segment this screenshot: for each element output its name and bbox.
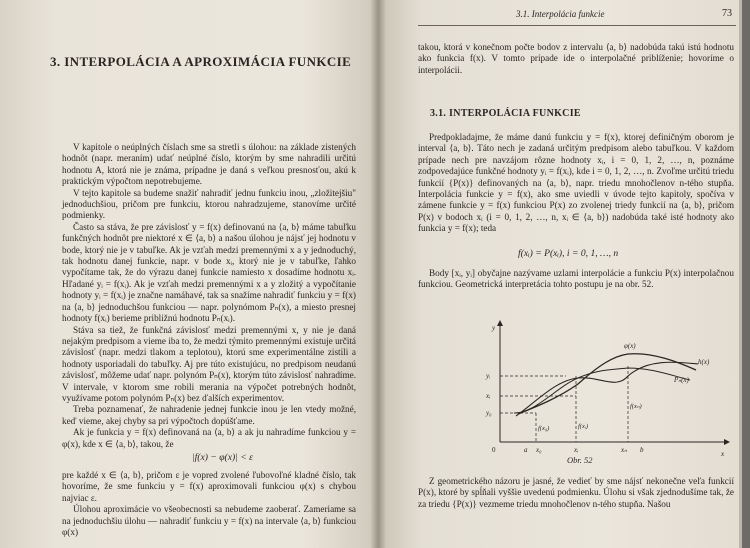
yi-label: yᵢ <box>486 372 491 380</box>
left-body-after-formula <box>62 470 356 538</box>
x-axis-label: x <box>721 450 725 458</box>
paragraph: Úlohou aproximácie vo všeobecnosti sa nebudeme zaoberať. Zameriame sa na jednoduchšiu úlohu — nahradiť funkciu y = f(x) na intervale ⟨a, b⟩ funkciou φ(x) <box>62 504 356 538</box>
f-x0-label: f(x₀) <box>538 425 550 432</box>
f-xi-label: f(xᵢ) <box>578 423 589 430</box>
page-edge <box>742 0 750 548</box>
origin-label: 0 <box>492 446 496 454</box>
paragraph: Predpokladajme, že máme danú funkciu y = f(x), ktorej definičným oborom je interval ⟨a, b⟩. Táto nech je zadaná určitým predpisom alebo tabuľkou. V každom prípade nech pre navzájom rôzne hodnoty xᵢ, i = 0, 1, 2, …, n, poznáme zodpovedajúce funkčné hodnoty yᵢ = f(xᵢ), kde i = 0, 1, 2, …, n. Zvoľme určitú triedu funkcií {P(x)} definovaných na ⟨a, b⟩, napr. triedu mnohočlenov n-tého stupňa. Interpolácia funkcie y = f(x), ako sme uviedli v úvode tejto kapitoly, spočíva v zámene funkcie y = f(x) funkciou P(x) zo zvolenej triedy funkcií na ⟨a, b⟩, pričom P(x) v bodoch xᵢ (i = 0, 1, 2, …, n, xᵢ ∈ ⟨a, b⟩) nadobúda také isté hodnoty ako funkcia y = f(x); teda <box>418 132 734 234</box>
header-rule <box>418 25 736 26</box>
h-label: h(x) <box>698 358 710 366</box>
y-axis-label: y <box>492 324 496 332</box>
right-intro <box>418 42 734 76</box>
a-label: a <box>524 446 528 454</box>
f-xn-label: f(xₙ) <box>630 403 642 410</box>
interpolation-formula: f(xᵢ) = P(xᵢ), i = 0, 1, …, n <box>518 248 619 259</box>
paragraph: Body [xᵢ, yᵢ] obyčajne nazývame uzlami interpolácie a funkciu P(x) interpolačnou funkciou. Geometrická interpretácia tohto postupu je na obr. 52. <box>418 268 734 290</box>
paragraph: V kapitole o neúplných číslach sme sa stretli s úlohou: na základe zistených hodnôt (napr. meraním) udať neúplné číslo, ktorým by sme nahradili určitú hodnotu A, ktorá nie je známa, prípadne je daná s veľkou presnosťou, akú k praktickým výpočtom nepotrebujeme. <box>62 142 356 187</box>
phi-label: φ(x) <box>624 342 636 350</box>
pn-curve <box>514 368 690 413</box>
paragraph: takou, ktorá v konečnom počte bodov z intervalu ⟨a, b⟩ nadobúda takú istú hodnotu ako funkcia f(x). V tomto prípade ide o interpolačné priblíženie; hovoríme o interpolácii. <box>418 42 734 75</box>
xn-axis-label: xₙ <box>621 446 627 454</box>
section-title: 3.1. INTERPOLÁCIA FUNKCIE <box>430 108 581 119</box>
page-number: 73 <box>722 8 732 19</box>
interpolation-figure <box>478 318 730 474</box>
book-spine <box>370 0 386 548</box>
xi-axis-label: xᵢ <box>574 446 579 454</box>
x0-axis-label: x₀ <box>536 446 542 454</box>
paragraph: V tejto kapitole sa budeme snažiť nahradiť jednu funkciu inou, „zložitejšiu" jednoduchšiou, pričom pre funkciu, ktorou nahradzujeme, stanovíme určité podmienky. <box>62 187 356 221</box>
y0-label: y₀ <box>486 409 492 417</box>
right-body <box>418 132 734 235</box>
x-axis-arrow <box>724 439 730 445</box>
paragraph: Stáva sa tiež, že funkčná závislosť medzi premennými x, y nie je daná nejakým predpisom a vieme iba to, že medzi týmito premennými existuje určitá závislosť (napr. medzi tlakom a teplotou), ktorú sme experimentálne zistili a hodnoty usporiadali do tabuľky. Aj pre túto existujúcu, no predpisom neudanú závislosť, môžeme udať napr. polynóm Pₙ(x), ktorým túto závislosť nahradíme. V intervale, v ktorom sme robili merania na výpočet potrebných hodnôt, využívame potom polynóm Pₙ(x) bez ďalších experimentov. <box>62 324 356 403</box>
pn-label: Pₙ(x) <box>674 376 689 384</box>
xi-label: xᵢ <box>486 392 491 400</box>
b-label: b <box>640 446 644 454</box>
right-body-2 <box>418 268 734 291</box>
paragraph: Z geometrického názoru je jasné, že vedieť by sme nájsť nekonečne veľa funkcií P(x), ktoré by spĺňali vyššie uvedenú podmienku. Úlohu si však zjednodušíme tak, že za triedu {P(x)} vezmeme triedu mnohočlenov n-tého stupňa. Našou <box>418 476 734 509</box>
paragraph: Ak je funkcia y = f(x) definovaná na ⟨a, b⟩ a ak ju nahradíme funkciou y = φ(x), kde x ∈ ⟨a, b⟩, takou, že <box>62 427 356 449</box>
approximation-formula: |f(x) − φ(x)| < ε <box>192 452 253 463</box>
y-axis-arrow <box>497 320 503 326</box>
paragraph: pre každé x ∈ ⟨a, b⟩, pričom ε je vopred zvolené ľubovoľné kladné číslo, tak hovoríme, že sme funkciu y = f(x) aproximovali funkciou φ(x) s chybou najviac ε. <box>62 470 356 503</box>
paragraph: Často sa stáva, že pre závislosť y = f(x) definovanú na ⟨a, b⟩ máme tabuľku funkčných hodnôt pre niektoré x ∈ ⟨a, b⟩ a našou úlohou je nájsť jej hodnotu v bode, ktorý nie je v tabuľke. Ak je vzťah medzi premennými x a y jednoduchý, tak hodnotu danej funkcie, napr. v bode xᵢ, ktorý nie je v tabuľke, ľahko vypočítame tak, že do výrazu danej funkcie namiesto x dosadíme hodnotu xᵢ. Hľadané yᵢ = f(xᵢ). Ak je vzťah medzi premennými x a y zložitý a vypočítanie hodnoty yᵢ = f(xᵢ) je značne namáhavé, tak sa snažíme nahradiť funkciu y = f(x) na ⟨a, b⟩ jednoduchšou funkciou — napr. polynómom Pₙ(x), a miesto presnej hodnoty f(xᵢ) berieme približnú hodnotu Pₙ(xᵢ). <box>62 221 356 324</box>
figure-caption: Obr. 52 <box>567 455 593 465</box>
paragraph: Treba poznamenať, že nahradenie jednej funkcie inou je len vtedy možné, keď vieme, akej chyby sa pri výpočtoch dopúšťame. <box>62 404 356 426</box>
chapter-title: 3. INTERPOLÁCIA A APROXIMÁCIA FUNKCIE <box>50 54 352 69</box>
left-body <box>62 142 356 450</box>
running-head: 3.1. Interpolácia funkcie <box>516 9 605 19</box>
right-body-3 <box>418 476 734 510</box>
